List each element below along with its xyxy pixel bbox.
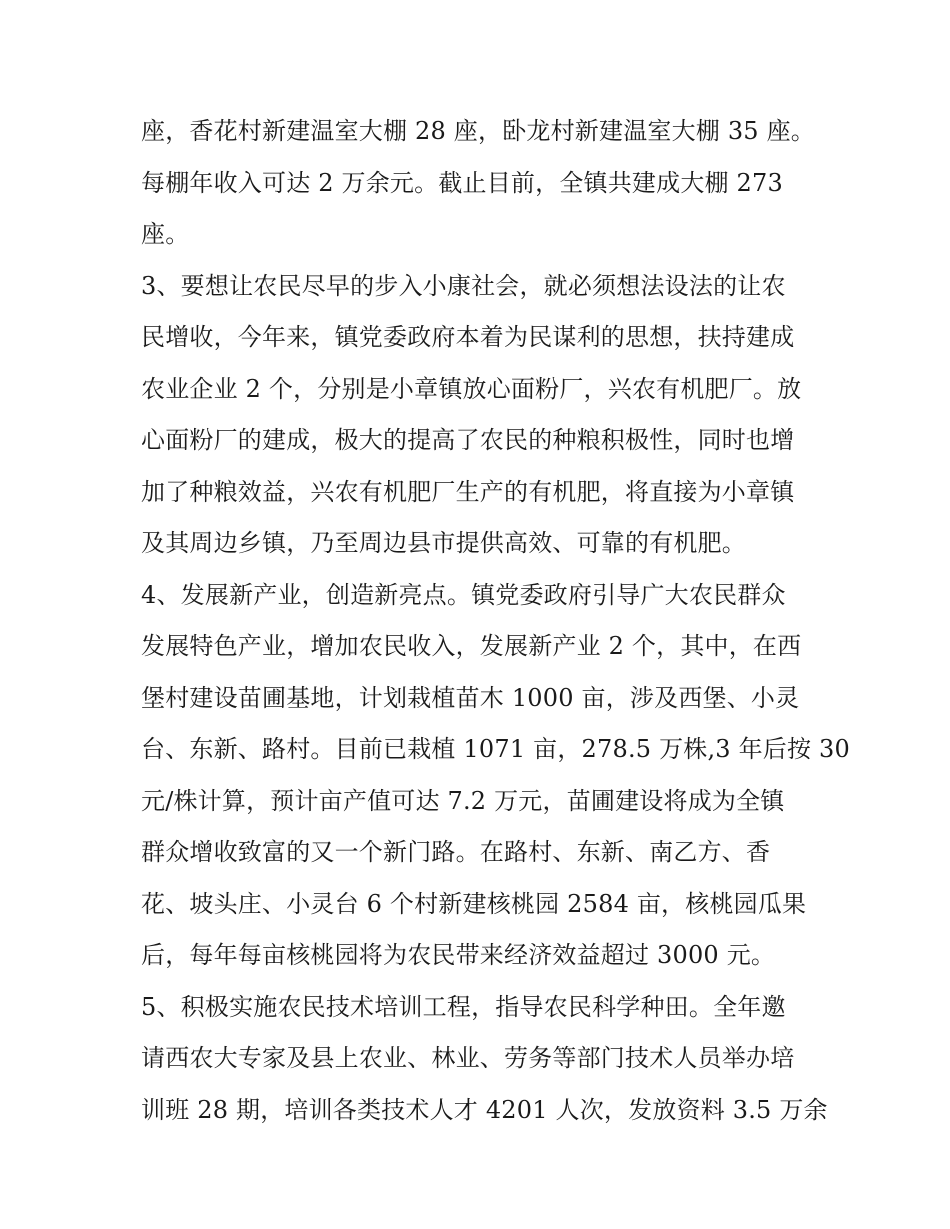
- text-line: 心面粉厂的建成，极大的提高了农民的种粮积极性，同时也增: [141, 426, 795, 454]
- text-line: 民增收，今年来，镇党委政府本着为民谋利的思想，扶持建成: [141, 323, 795, 351]
- text-line: 发展特色产业，增加农民收入，发展新产业 2 个，其中，在西: [141, 632, 802, 660]
- text-line: 群众增收致富的又一个新门路。在路村、东新、南乙方、香: [141, 838, 771, 866]
- text-line: 及其周边乡镇，乃至周边县市提供高效、可靠的有机肥。: [141, 529, 746, 557]
- text-line: 农业企业 2 个，分别是小章镇放心面粉厂，兴农有机肥厂。放: [141, 374, 802, 403]
- text-line: 训班 28 期，培训各类技术人才 4201 人次，发放资料 3.5 万余: [141, 1095, 828, 1124]
- text-line: 花、坡头庄、小灵台 6 个村新建核桃园 2584 亩，核桃园瓜果: [141, 889, 807, 918]
- text-line: 座。: [141, 220, 190, 248]
- text-line: 加了种粮效益，兴农有机肥厂生产的有机肥，将直接为小章镇: [141, 477, 795, 506]
- text-line: 台、东新、路村。目前已栽植 1071 亩，278.5 万株,3 年后按 30: [141, 735, 850, 763]
- text-line: 元/株计算，预计亩产值可达 7.2 万元，苗圃建设将成为全镇: [141, 786, 785, 815]
- text-line: 4、发展新产业，创造新亮点。镇党委政府引导广大农民群众: [141, 580, 786, 609]
- text-line: 请西农大专家及县上农业、林业、劳务等部门技术人员举办培: [141, 1044, 795, 1072]
- text-line: 堡村建设苗圃基地，计划栽植苗木 1000 亩，涉及西堡、小灵: [141, 683, 800, 712]
- text-line: 5、积极实施农民技术培训工程，指导农民科学种田。全年邀: [141, 992, 786, 1021]
- body-text: [141, 106, 850, 1136]
- text-line: 每棚年收入可达 2 万余元。截止目前，全镇共建成大棚 273: [141, 168, 783, 197]
- text-line: 3、要想让农民尽早的步入小康社会，就必须想法设法的让农: [141, 271, 786, 300]
- text-line: 座，香花村新建温室大棚 28 座，卧龙村新建温室大棚 35 座。: [141, 117, 815, 145]
- text-line: 后，每年每亩核桃园将为农民带来经济效益超过 3000 元。: [141, 941, 776, 969]
